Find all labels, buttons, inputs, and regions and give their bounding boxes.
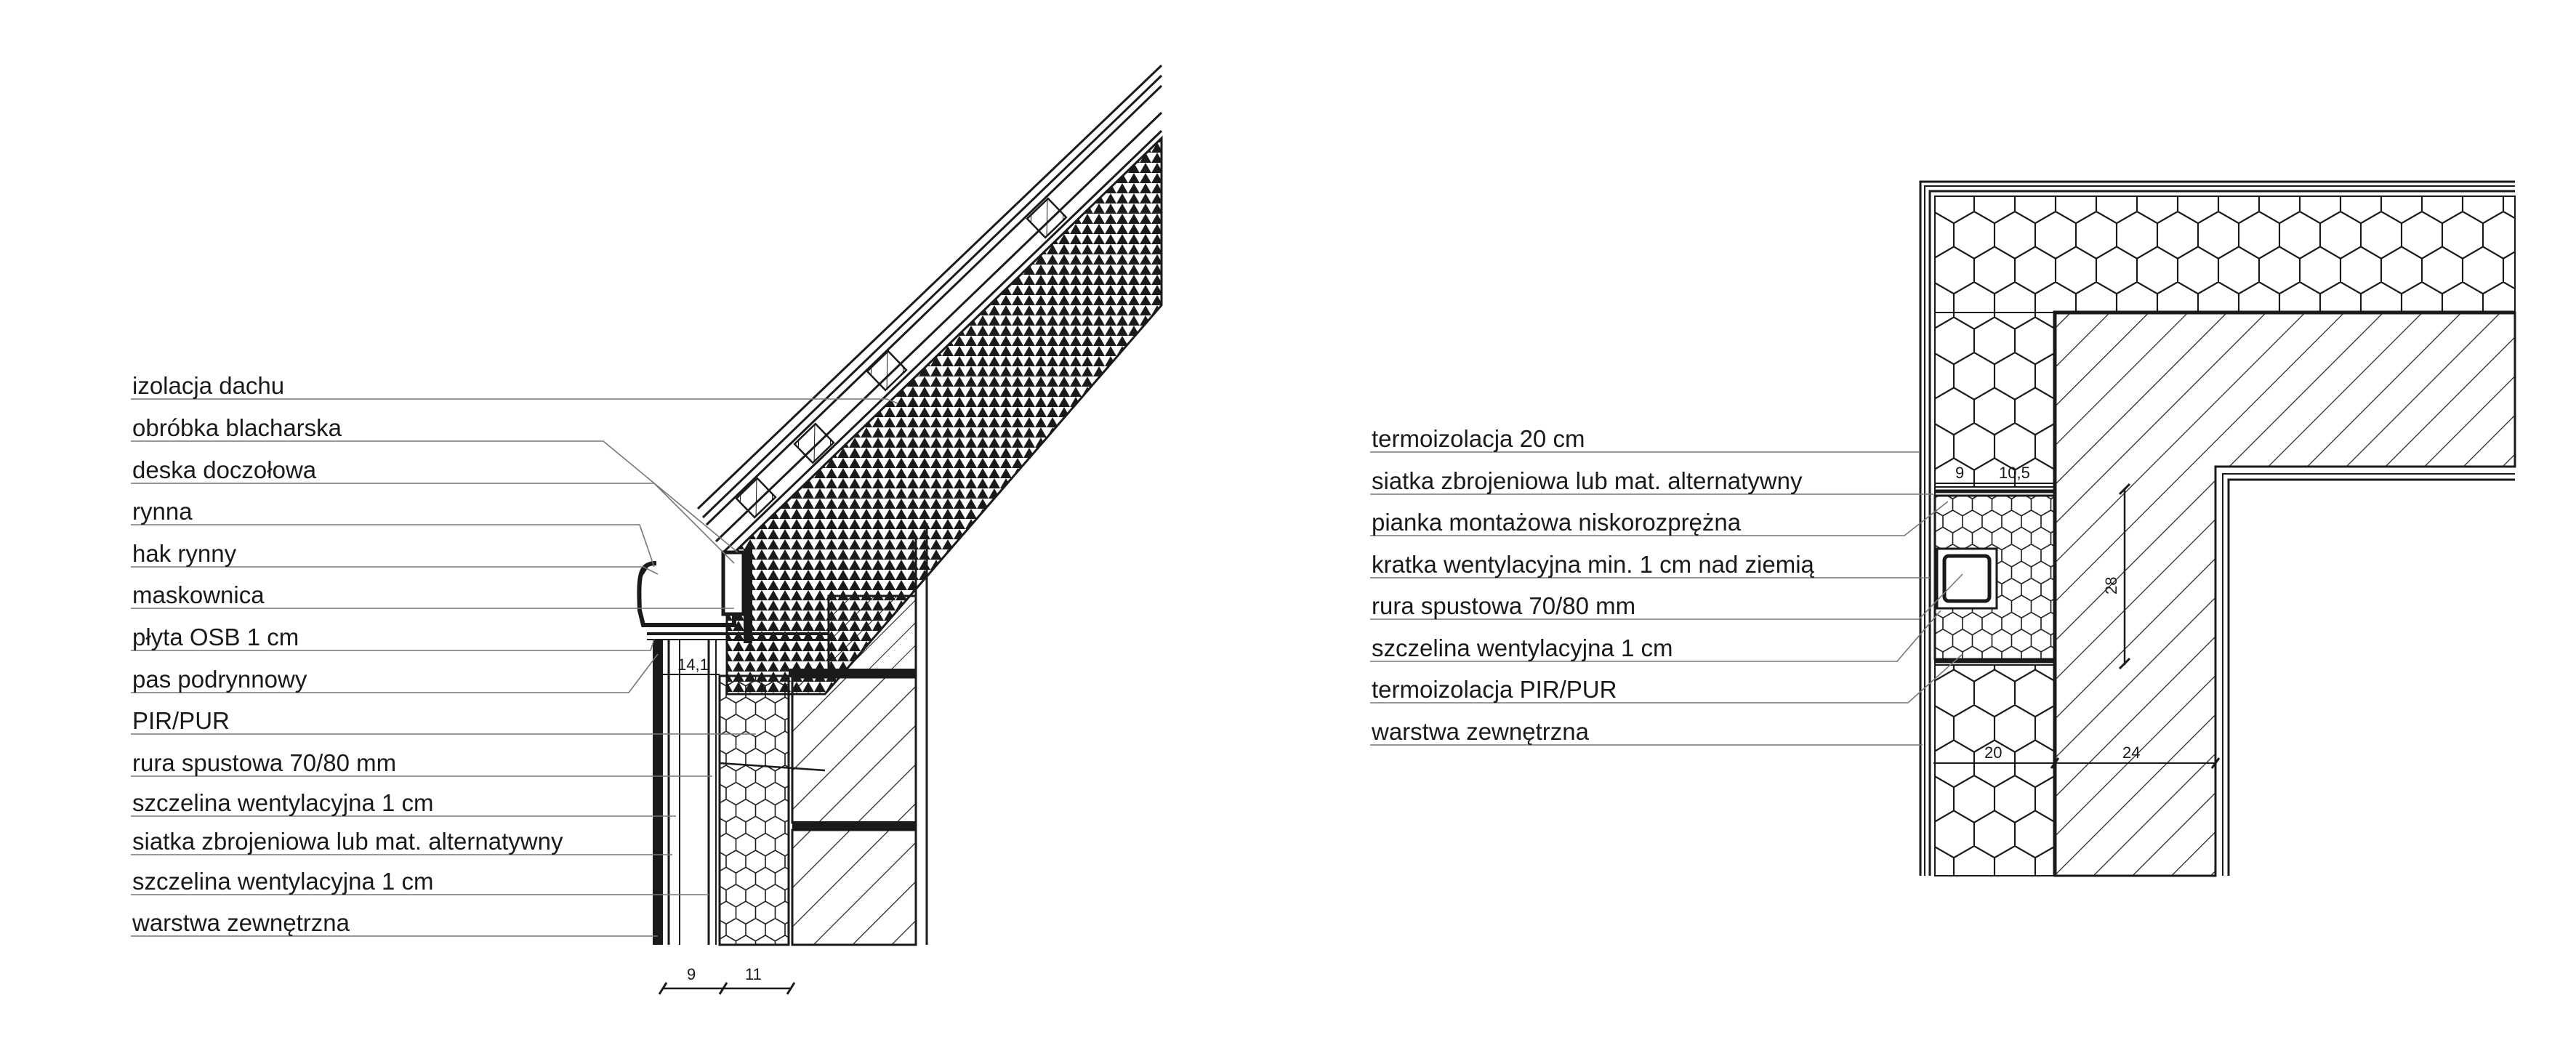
downpipe	[1937, 549, 1997, 608]
label-mesh: siatka zbrojeniowa lub mat. alternatywny	[132, 828, 563, 855]
left-eave-section	[131, 65, 1162, 994]
label-drip-edge: pas podrynnowy	[132, 666, 307, 693]
dim-bottom-right: 24	[2122, 743, 2141, 762]
dim-bottom-left: 20	[1984, 743, 2003, 762]
dim-vertical: 28	[2102, 576, 2120, 594]
dim-bottom-right: 11	[745, 965, 762, 983]
structural-beam	[792, 821, 916, 830]
thermal-insulation-top	[1935, 196, 2515, 313]
label-low-expansion-foam: pianka montażowa niskorozprężna	[1372, 509, 1742, 536]
roof-insulation	[727, 138, 1162, 694]
fascia-board	[723, 552, 744, 614]
label-outer-layer: warstwa zewnętrzna	[1372, 718, 1589, 745]
eave-timber-block	[829, 596, 916, 676]
label-downpipe: rura spustowa 70/80 mm	[1372, 592, 1636, 619]
label-thermal-insulation: termoizolacja 20 cm	[1372, 425, 1585, 452]
label-osb-board: płyta OSB 1 cm	[132, 624, 299, 650]
label-cover-strip: maskownica	[132, 581, 265, 608]
wall-outer-layers	[653, 640, 716, 945]
structural-wall-lower	[792, 830, 916, 945]
label-downpipe: rura spustowa 70/80 mm	[132, 749, 397, 776]
label-gutter-hook: hak rynny	[132, 540, 237, 567]
label-vent-grille: kratka wentylacyjna min. 1 cm nad ziemią	[1372, 551, 1814, 578]
right-corner-plan	[1370, 182, 2515, 876]
dim-top-right: 10,5	[1999, 464, 2030, 482]
wall-top-beam	[789, 669, 916, 677]
structural-wall-upper	[792, 677, 916, 823]
label-vent-gap-2: szczelina wentylacyjna 1 cm	[132, 868, 434, 895]
label-pir-pur: termoizolacja PIR/PUR	[1372, 676, 1617, 703]
label-vent-gap: szczelina wentylacyjna 1 cm	[1372, 634, 1673, 661]
label-mesh: siatka zbrojeniowa lub mat. alternatywny	[1372, 467, 1803, 494]
right-labels	[1371, 425, 1815, 745]
label-outer-layer: warstwa zewnętrzna	[132, 909, 350, 936]
left-labels	[132, 372, 563, 936]
dim-bottom-left: 9	[687, 965, 696, 983]
label-roof-insulation: izolacja dachu	[132, 372, 285, 399]
label-gutter: rynna	[132, 498, 193, 525]
label-flashing: obróbka blacharska	[132, 414, 342, 441]
label-fascia-board: deska doczołowa	[132, 456, 317, 483]
dim-gap: 14,1	[677, 656, 709, 674]
label-pir-pur: PIR/PUR	[132, 707, 230, 734]
dim-top-left: 9	[1955, 464, 1965, 482]
pir-insulation	[720, 676, 789, 945]
thermal-insulation-left-lower	[1935, 665, 2055, 876]
thermal-insulation-left-upper	[1935, 313, 2055, 487]
label-vent-gap-1: szczelina wentylacyjna 1 cm	[132, 789, 434, 816]
